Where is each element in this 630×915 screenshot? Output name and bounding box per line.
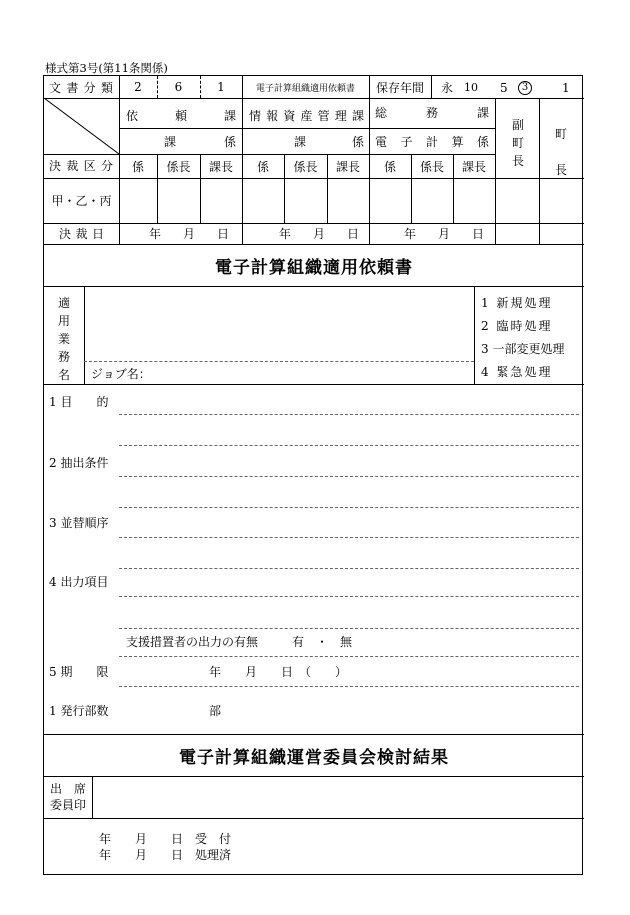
doc-name: 電子計算組織適用依頼書: [255, 83, 355, 94]
kessai-date-irai: [149, 228, 229, 240]
role-kakaricho-2: 係長: [293, 159, 318, 174]
rule-v-committee: [92, 776, 93, 818]
kessai-date-label-char-2: 日: [91, 227, 104, 241]
irai-1: 依: [126, 109, 139, 123]
denshi-4: 算: [451, 135, 464, 149]
fuku-cho: 副 町 長: [512, 118, 525, 168]
rule-v-app-label: [84, 286, 85, 384]
kessai-date-somu: [404, 228, 484, 240]
kessai-date-label-char-0: 決: [59, 227, 72, 241]
rule-committee-bottom: [44, 818, 584, 819]
job-name-label: ジョブ名：: [91, 367, 151, 381]
bunsho-label-char-3: 類: [100, 81, 113, 95]
denshi-3: 計: [425, 135, 438, 149]
section-busu: 1 発行部数: [49, 704, 109, 718]
hozon-label: 保存年間: [375, 80, 424, 95]
footer-received: 年 月 日 受 付: [99, 832, 232, 846]
app-dotted-line: [84, 361, 474, 362]
role-kacho-2: 課長: [335, 159, 360, 174]
rule-v-app-options: [474, 286, 475, 384]
line-narabi-1: [119, 537, 579, 538]
date1-m: 月: [182, 227, 195, 241]
denshi-5: 係: [476, 135, 489, 149]
bunsho-label: [49, 82, 113, 94]
bunsho-label-char-0: 文: [49, 81, 62, 95]
app-label-1: 適: [58, 296, 71, 310]
rule-title2-bottom: [44, 776, 584, 777]
hozon-ei: 永: [441, 81, 454, 95]
joho-3: 資: [283, 109, 296, 123]
hozon-10: 10: [464, 81, 478, 94]
app-label-2: 用: [58, 314, 71, 328]
section-shutsuryoku: 4 出力項目: [49, 575, 109, 589]
cho: 町 長: [555, 127, 568, 177]
bunsho-label-char-1: 書: [66, 81, 79, 95]
section-mokuteki: 1 目 的: [49, 395, 109, 409]
option-new: 1 新規処理: [481, 296, 553, 310]
date1-d: 日: [216, 227, 229, 241]
irai-kakari-1: 課: [164, 135, 177, 149]
joho-kakari: [294, 136, 364, 148]
hozon-5: 5: [500, 81, 508, 95]
joho-7: 課: [351, 109, 364, 123]
kessai-label-char-0: 決: [49, 159, 62, 173]
role-kacho-3: 課長: [461, 159, 486, 174]
kessai-label-char-2: 区: [83, 159, 96, 173]
kessai-label-char-1: 裁: [66, 159, 79, 173]
cls-3: 1: [217, 80, 225, 94]
committee-title: 電子計算組織運営委員会検討結果: [179, 747, 449, 768]
joho-kakari-2: 係: [351, 135, 364, 149]
role-kakari-2: 係: [256, 159, 269, 174]
date3-m: 月: [437, 227, 450, 241]
somu-2: 務: [425, 106, 438, 120]
bunsho-label-char-2: 分: [83, 81, 96, 95]
option-temporary: 2 臨時処理: [481, 319, 553, 333]
app-label-3: 業: [58, 332, 71, 346]
irai-ka: [126, 110, 236, 122]
irai-kakari-2: 係: [223, 135, 236, 149]
rule-app-bottom: [44, 384, 584, 385]
cls-2: 6: [174, 80, 183, 94]
kou-otsu-hei: 甲・乙・丙: [51, 194, 112, 208]
rule-v-fuku: [539, 98, 540, 244]
line-chushutsu-1: [119, 476, 579, 477]
rule-v-somu: [495, 98, 496, 244]
line-mokuteki-1: [119, 414, 579, 415]
kessai-date-label: [59, 228, 104, 240]
rule-title1-bottom: [44, 286, 584, 287]
hozon-3-circled: 3: [518, 81, 532, 95]
app-label-4: 務: [58, 350, 71, 364]
role-kakaricho-1: 係長: [166, 159, 191, 174]
committee-label-2: 委員印: [50, 798, 87, 812]
date3-y: 年: [404, 227, 417, 241]
kigen-date: 年 月 日 （ ）: [209, 665, 348, 679]
rule-v-hozon: [431, 76, 432, 98]
kessai-label: [49, 160, 113, 172]
joho-6: 理: [334, 109, 347, 123]
hozon-1: 1: [562, 81, 570, 95]
date3-d: 日: [471, 227, 484, 241]
line-shutsuryoku-2: [119, 628, 579, 629]
irai-2: 頼: [174, 109, 187, 123]
irai-kakari: [164, 136, 236, 148]
option-partial-change: 3 一部変更処理: [481, 342, 565, 356]
form-caption: 様式第3号(第11条関係): [45, 61, 168, 75]
joho-4: 産: [300, 109, 313, 123]
date2-d: 日: [346, 227, 359, 241]
line-narabi-2: [119, 568, 579, 569]
shien-yumu: 有 ・ 無: [292, 635, 353, 649]
joho-ka: [249, 110, 364, 122]
date2-m: 月: [312, 227, 325, 241]
line-chushutsu-2: [119, 507, 579, 508]
line-mokuteki-2: [119, 445, 579, 446]
line-shutsuryoku-1: [119, 596, 579, 597]
joho-5: 管: [317, 109, 330, 123]
joho-1: 情: [249, 109, 262, 123]
kessai-label-char-3: 分: [100, 159, 113, 173]
section-chushutsu: 2 抽出条件: [49, 456, 109, 470]
denshi-kakari: [375, 136, 489, 148]
joho-kakari-1: 課: [294, 135, 307, 149]
joho-2: 報: [266, 109, 279, 123]
form-title: 電子計算組織適用依頼書: [215, 257, 413, 278]
irai-3: 課: [223, 109, 236, 123]
line-shien: [119, 656, 579, 657]
committee-label-1: 出 席: [50, 782, 87, 796]
denshi-1: 電: [375, 135, 388, 149]
option-urgent: 4 緊急処理: [481, 365, 553, 379]
denshi-2: 子: [400, 135, 413, 149]
date1-y: 年: [149, 227, 162, 241]
date2-y: 年: [279, 227, 292, 241]
cls-1: 2: [134, 80, 142, 94]
section-narabi: 3 並替順序: [49, 516, 109, 530]
role-kakari-1: 係: [131, 159, 144, 174]
kessai-date-label-char-1: 裁: [75, 227, 88, 241]
request-form: [43, 75, 583, 875]
rule-kou-bottom: [44, 223, 584, 224]
footer-processed: 年 月 日 処理済: [99, 848, 232, 862]
role-kakaricho-3: 係長: [419, 159, 444, 174]
shien-label: 支援措置者の出力の有無: [126, 635, 259, 649]
kessai-date-joho: [279, 228, 359, 240]
role-kacho-1: 課長: [208, 159, 233, 174]
app-label-5: 名: [58, 368, 71, 382]
line-kigen: [119, 686, 579, 687]
rule-header-bottom: [44, 98, 584, 99]
header-diagonal-slash: [44, 98, 119, 154]
section-kigen: 5 期 限: [49, 665, 109, 679]
busu-unit: 部: [209, 704, 222, 718]
hozon-3: [518, 80, 532, 95]
role-kakari-3: 係: [383, 159, 396, 174]
somu-3: 課: [476, 106, 489, 120]
rule-dept-mid: [119, 128, 495, 129]
somu-1: 総: [375, 106, 388, 120]
app-label: [58, 294, 70, 384]
somu-ka: [375, 107, 489, 119]
